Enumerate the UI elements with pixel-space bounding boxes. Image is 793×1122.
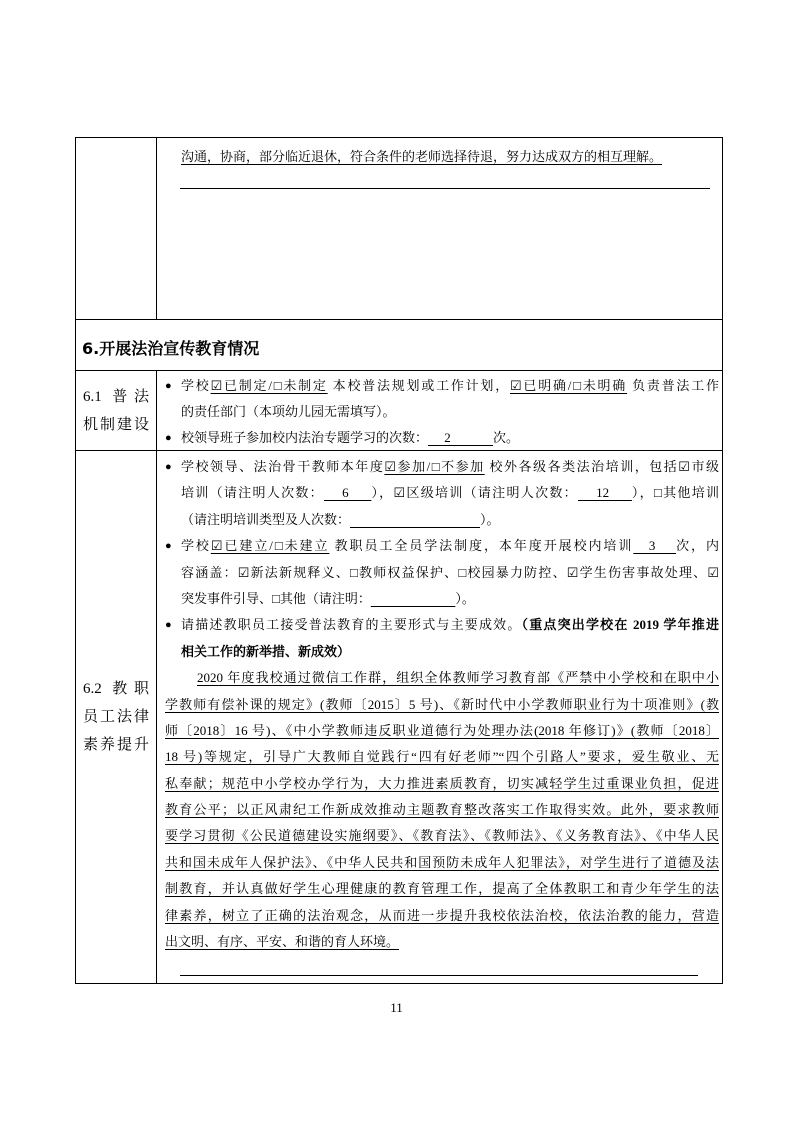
- underlined-text: 师〔2018〕16 号)、《中小学教师违反职业道德行为处理办法(2018 年修订)》(教师〔2018〕: [165, 722, 719, 738]
- line-text: 本校普法规划或工作计划，: [327, 378, 510, 393]
- underlined-text: 制教育，并认真做好学生心理健康的教育管理工作，提高了全体教职工和青少年学生的法: [165, 881, 719, 897]
- bullet-item: [165, 533, 719, 612]
- text-line: [165, 612, 719, 638]
- bullet-marker: ●: [165, 461, 172, 473]
- continued-content-cell: [157, 138, 721, 319]
- underlined-text: ☑已明确/□未明确: [509, 378, 628, 393]
- underlined-text: 学教师有偿补课的规定》(教师〔2015〕5 号)、《新时代中小学教师职业行为十项准则》(教: [165, 696, 719, 712]
- paragraph-line: [165, 797, 719, 823]
- paragraph-line: [165, 876, 719, 902]
- page-number: 11: [390, 1000, 403, 1015]
- bullet-item: [165, 425, 719, 450]
- item-content-6-2: [157, 451, 721, 983]
- line-text: 负责普法工作: [627, 378, 719, 393]
- underlined-text: [371, 591, 456, 606]
- line-text: ）。: [480, 511, 500, 527]
- line-text: （请注明培训类型及人次数：: [181, 511, 351, 527]
- bullet-item: [165, 144, 719, 170]
- underlined-text: 出文明、有序、平安、和谐的育人环境。: [165, 934, 400, 950]
- line-text: ），□其他培训: [631, 485, 719, 501]
- text-line: [165, 399, 719, 425]
- line-text: 培训（请注明人次数：: [181, 485, 324, 501]
- section-title-text: 6.开展法治宣传教育情况: [82, 338, 260, 358]
- underlined-text: [350, 512, 480, 527]
- line-text: 教职员工全员学法制度，本年度开展校内培训: [329, 538, 634, 554]
- underlined-text: 18 号)等规定，引导广大教师自觉践行“四有好老师”“四个引路人”要求，爱生敬业、无: [165, 749, 719, 765]
- item-content-6-1: [157, 371, 721, 450]
- line-text: 学校: [181, 538, 211, 554]
- text-line: [165, 507, 719, 533]
- bullet-marker: ●: [165, 540, 172, 553]
- line-text: 容涵盖：☑新法新规释义、□教师权益保护、□校园暴力防控、☑学生伤害事故处理、☑: [181, 564, 719, 580]
- underlined-text: 3: [633, 538, 677, 554]
- item-label-6-1: [76, 371, 156, 450]
- text-line: [165, 373, 719, 399]
- line-text: 次，内: [676, 538, 719, 554]
- underlined-text: 教育公平；以正风肃纪工作新成效推动主题教育整改落实工作取得实效。此外，要求教师: [165, 802, 719, 818]
- underlined-text: 要学习贯彻《公民道德建设实施纲要》、《教育法》、《教师法》、《义务教育法》、《中华人民: [165, 828, 719, 844]
- paragraph-line: [165, 665, 719, 691]
- blank-answer-line: [180, 975, 698, 976]
- underlined-text: 6: [323, 485, 372, 501]
- text-line: [165, 425, 719, 450]
- line-text: 请描述教职员工接受普法教育的主要形式与主要成效。: [181, 617, 522, 633]
- paragraph-line: [165, 823, 719, 849]
- section-title: [76, 320, 722, 370]
- paragraph-line: [165, 850, 719, 876]
- line-text: 学校领导、法治骨干教师本年度: [181, 459, 385, 474]
- underlined-text: 沟通，协商，部分临近退休，符合条件的老师选择待退，努力达成双方的相互理解。: [181, 149, 663, 164]
- bullet-marker: ●: [165, 432, 172, 444]
- item-label-line: 素养提升: [83, 737, 149, 753]
- underlined-text: 律素养，树立了正确的法治观念，从而进一步提升我校依法治校，依法治教的能力，营造: [165, 907, 719, 923]
- paragraph-line: [165, 718, 719, 744]
- description-paragraph: [165, 665, 719, 955]
- item-label-line: 员工法律: [83, 709, 149, 725]
- text-line: [165, 480, 719, 506]
- line-text: 的责任部门（本项幼儿园无需填写）。: [181, 404, 396, 419]
- item-label-line: 6.2 教职: [83, 681, 149, 697]
- line-text: 学校: [181, 378, 211, 393]
- paragraph-line: [165, 771, 719, 797]
- underlined-text: 2020 年度我校通过微信工作群，组织全体教师学习教育部《严禁中小学校和在职中小: [197, 670, 719, 686]
- line-text: ），☑区级培训（请注明人次数：: [371, 485, 578, 501]
- bullet-list: [165, 454, 719, 665]
- underlined-text: ☑已制定/□未制定: [210, 378, 328, 393]
- text-line: [165, 586, 719, 612]
- blank-answer-line: [180, 188, 710, 189]
- paragraph-line: [165, 744, 719, 770]
- item-label-line: 机制建设: [83, 416, 149, 433]
- text-line: [165, 639, 719, 665]
- underlined-text: ☑已建立/□未建立: [210, 538, 330, 554]
- bold-text: 相关工作的新举措、新成效）: [181, 643, 351, 659]
- paragraph-line: [165, 903, 719, 929]
- underlined-text: ☑参加/□不参加: [384, 459, 485, 474]
- paragraph-line: [165, 929, 719, 955]
- text-line: [165, 454, 719, 480]
- line-text: 校领导班子参加校内法治专题学习的次数：: [181, 430, 429, 445]
- underlined-text: 共和国未成年人保护法》、《中华人民共和国预防未成年人犯罪法》，对学生进行了道德及法: [165, 854, 719, 870]
- paragraph-line: [165, 692, 719, 718]
- line-text: 突发事件引导、□其他（请注明：: [181, 590, 371, 606]
- text-line: [165, 560, 719, 586]
- text-line: [165, 533, 719, 559]
- underlined-text: 私奉献；规范中小学校办学行为，大力推进素质教育，切实减轻学生过重课业负担，促进: [165, 775, 719, 791]
- bullet-marker: ●: [165, 619, 172, 632]
- bold-text: （重点突出学校在 2019 学年推进: [521, 617, 719, 633]
- item-label-line: 6.1 普法: [83, 388, 149, 405]
- bullet-item: [165, 454, 719, 533]
- line-text: ）。: [455, 590, 475, 606]
- item-label-6-2: [76, 451, 156, 983]
- underlined-text: 2: [428, 430, 494, 445]
- line-text: 次。: [493, 430, 520, 445]
- text-line: [165, 144, 719, 170]
- line-text: 校外各级各类法治培训，包括☑市级: [484, 459, 719, 474]
- bullet-item: [165, 373, 719, 425]
- bullet-item: [165, 612, 719, 665]
- underlined-text: 12: [577, 485, 632, 501]
- bullet-marker: ●: [165, 380, 172, 392]
